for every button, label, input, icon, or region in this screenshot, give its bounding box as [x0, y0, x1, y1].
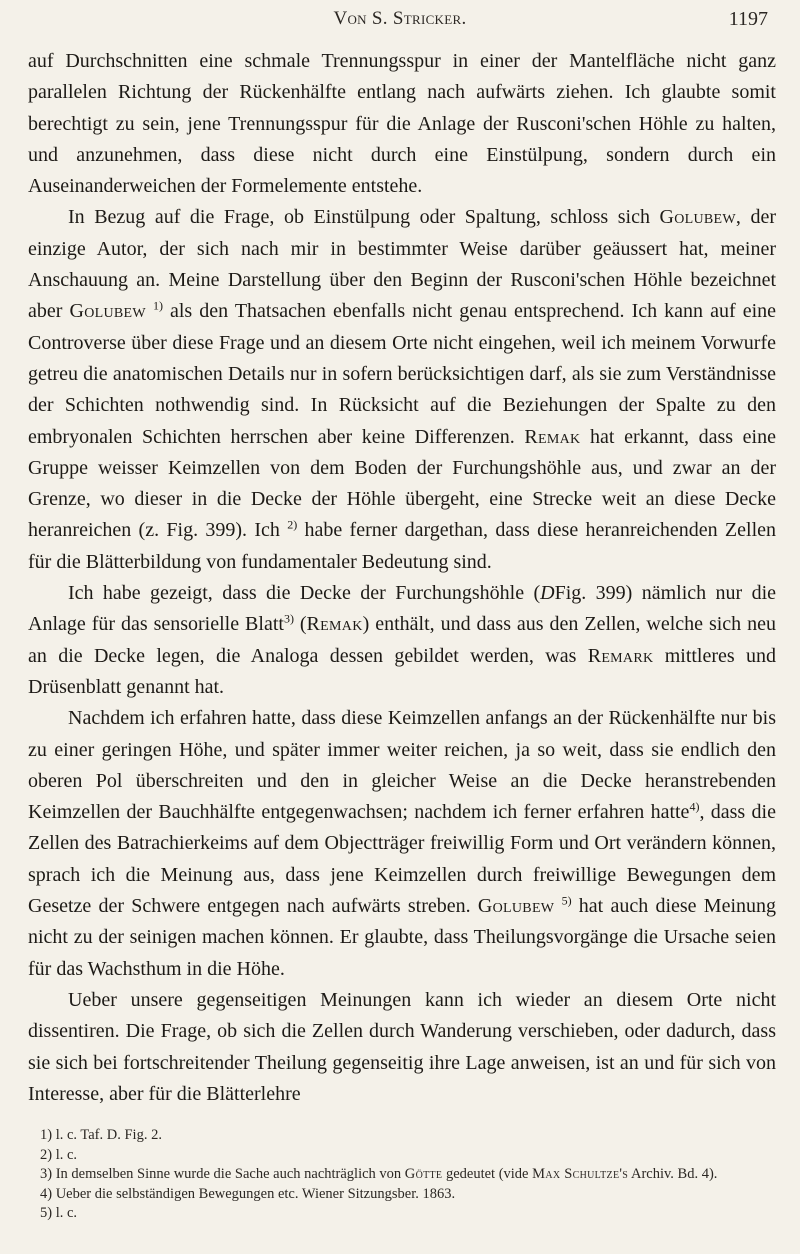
paragraph-4 [28, 703, 776, 985]
paragraph-5: Ueber unsere gegenseitigen Meinungen kann ich wieder an diesem Orte nicht dissentiren. Die Frage, ob sich die Zellen durch Wanderung verschieben, oder dadurch, dass sie sich bei fortschreitender Theilung gegenseitig ihre Lage anweisen, ist an und für sich von Interesse, aber für die Blätterlehre [28, 988, 776, 1105]
footnote-2: 2) l. c. [40, 1146, 78, 1163]
text-run: habe ferner dargethan, dass diese heranreichenden Zellen für die Blätterbildung von fundamentaler Bedeutung sind. [28, 519, 777, 573]
page-header [28, 4, 772, 36]
paragraph-3 [28, 578, 776, 703]
footnote-ref: 2) [287, 517, 298, 532]
text-run: ) enthält, und dass aus den Zellen, welche sich neu an die Decke legen, die Analoga dessen gebildet werden, was [28, 613, 776, 667]
text-run: Fig. 399) nämlich nur die Anlage für das sensorielle Blatt [28, 582, 777, 636]
running-head: Von S. Stricker. [333, 8, 467, 29]
figure-label: D [540, 582, 555, 605]
text-run: , dass die Zellen des Batrachierkeims auf dem Objectträger freiwillig Form und Ort verändern können, sprach ich die Meinung aus, dass jene Keimzellen durch freiwillige Bewegungen dem Gesetze der Schwere entgegen nach aufwärts streben. [28, 801, 776, 918]
paragraph-1: auf Durchschnitten eine schmale Trennungsspur in einer der Mantelfläche nicht ganz parallelen Richtung der Rückenhälfte entlang nach aufwärts ziehen. Ich glaubte somit berechtigt zu sein, jene Trennungsspur für die Anlage der Rusconi'schen Höhle zu halten, und anzunehmen, dass diese nicht durch eine Einstülpung, sondern durch ein Auseinanderweichen der Formelemente entstehe. [28, 50, 776, 198]
author-name: Golubew [69, 300, 146, 323]
footnotes [28, 1126, 776, 1224]
author-name: Golubew [477, 895, 555, 918]
author-name: Götte [404, 1166, 443, 1182]
text-run: als den Thatsachen ebenfalls nicht genau entsprechend. Ich kann auf eine Controverse über diese Frage und an diesem Orte nicht eingehen, weil ich meinem Vorwurfe getreu die anatomischen Details nur in sofern berücksichtigen darf, als sie zum Verständnisse der Schichten nothwendig sind. In Rücksicht auf die Beziehungen der Spalte zu den embryonalen Schichten herrschen aber keine Differenzen. [28, 300, 777, 448]
footnote-ref: 4) [689, 799, 700, 814]
footnote-ref: 5) [561, 893, 572, 908]
text-run: 3) In demselben Sinne wurde die Sache auch nachträglich von [40, 1166, 405, 1182]
text-run: ( [293, 613, 307, 636]
text-run: Nachdem ich erfahren hatte, dass diese Keimzellen anfangs an der Rückenhälfte nur bis zu einer geringen Höhe, und später immer weiter reichen, ja so weit, dass sie endlich den oberen Pol überschreiten und den in gleicher Weise an die Decke heranstrebenden Keimzellen der Bauchhälfte entgegenwachsen; nachdem ich ferner erfahren hatte [28, 707, 776, 824]
text-run: , der einzige Autor, der sich nach mir in bestimmter Weise darüber geäussert hat, meiner Anschauung an. Meine Darstellung über den Beginn der Rusconi'schen Höhle bezeichnet aber [28, 206, 776, 323]
text-run: hat auch diese Meinung nicht zu der seinigen machen können. Er glaubte, dass Theilungsvorgänge die Ursache seien für das Wachsthum in die Höhe. [28, 895, 777, 980]
author-name: Remak [306, 613, 363, 636]
footnote-1: 1) l. c. Taf. D. Fig. 2. [40, 1127, 162, 1143]
author-name: Golubew [659, 206, 736, 229]
paragraph-2 [28, 202, 776, 578]
author-name: Max Schultze's [532, 1166, 629, 1182]
footnote-4: 4) Ueber die selbständigen Bewegungen etc. Wiener Sitzungsber. 1863. [40, 1185, 456, 1202]
text-run: hat erkannt, dass eine Gruppe weisser Keimzellen von dem Boden der Furchungshöhle aus, und zwar an der Grenze, wo dieser in die Decke der Höhle übergeht, eine Strecke weit an diese Decke heranreichen (z. Fig. 399). Ich [28, 425, 776, 542]
footnote-3 [28, 1165, 776, 1185]
text-run: mittleres und Drüsenblatt genannt hat. [28, 644, 777, 698]
text-run: Ich habe gezeigt, dass die Decke der Furchungshöhle ( [68, 582, 541, 605]
footnote-5: 5) l. c. [40, 1205, 78, 1221]
footnote-ref: 3) [283, 611, 294, 626]
text-run: In Bezug auf die Frage, ob Einstülpung oder Spaltung, schloss sich [68, 206, 660, 229]
text-run: gedeutet (vide [442, 1166, 533, 1182]
author-name: Remak [524, 425, 581, 448]
body-text [28, 46, 776, 1110]
footnote-ref: 1) [152, 298, 163, 313]
author-name: Remark [587, 644, 654, 667]
text-run: Archiv. Bd. 4). [628, 1166, 718, 1182]
page-number: 1197 [728, 8, 768, 30]
